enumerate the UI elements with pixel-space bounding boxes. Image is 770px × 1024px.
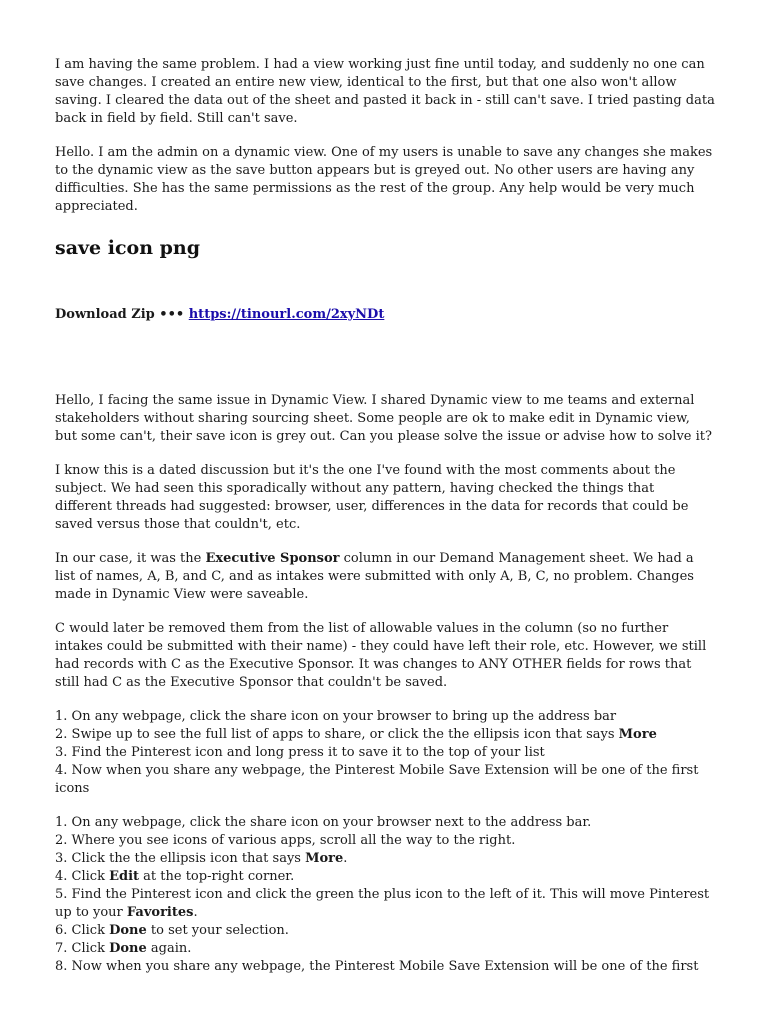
list-item-bold: Edit — [109, 869, 140, 884]
list-item-bold: Done — [109, 923, 147, 938]
list-item: 2. Where you see icons of various apps, scroll all the way to the right. — [55, 833, 516, 848]
executive-sponsor-bold: Executive Sponsor — [205, 551, 340, 566]
list-item-text: 6. Click — [55, 923, 110, 938]
list-item-text: 2. Swipe up to see the full list of apps to share, or click the the ellipsis icon that says — [55, 727, 619, 742]
paragraph-6: C would later be removed them from the list of allowable values in the column (so no further intakes could be submitted with their name) - they could have left their role, etc. However, we still had records with C as the Executive Sponsor. It was changes to ANY OTHER fields for rows that still had C as the Executive Sponsor that couldn't be saved. — [55, 621, 707, 690]
list-item-text: 4. Click — [55, 869, 110, 884]
paragraph-5 — [55, 550, 715, 604]
list-item-bold: Favorites — [126, 905, 194, 920]
paragraph-5-text-a: In our case, it was the — [55, 551, 206, 566]
list-item — [55, 868, 715, 886]
page-heading: save icon png — [55, 237, 201, 259]
list-item-text: . — [343, 851, 348, 866]
list-item-text: again. — [146, 941, 192, 956]
list-item — [55, 886, 715, 922]
list-item-text: . — [193, 905, 198, 920]
list-item: 1. On any webpage, click the share icon on your browser next to the address bar. — [55, 815, 592, 830]
list-item-bold: More — [305, 851, 344, 866]
paragraph-2: Hello. I am the admin on a dynamic view. One of my users is unable to save any changes she makes to the dynamic view as the save button appears but is greyed out. No other users are having any difficulties. She has the same permissions as the rest of the group. Any help would be very much appreciated. — [55, 145, 713, 214]
paragraph-4: I know this is a dated discussion but it's the one I've found with the most comments about the subject. We had seen this sporadically without any pattern, having checked the things that different threads had suggested: browser, user, differences in the data for records that could be saved versus those that couldn't, etc. — [55, 463, 689, 532]
list-item: 8. Now when you share any webpage, the Pinterest Mobile Save Extension will be one of the first — [55, 959, 699, 974]
list-item — [55, 726, 715, 744]
list-item-text: at the top-right corner. — [139, 869, 295, 884]
paragraph-5-text-c: column in our Demand Management sheet. We had a list of names, A, B, and C, and as intakes were submitted with only A, B, C, no problem. Changes made in Dynamic View were saveable. — [55, 551, 694, 602]
download-label: Download Zip ••• — [55, 307, 189, 322]
list-item: 1. On any webpage, click the share icon on your browser to bring up the address bar — [55, 709, 617, 724]
list-item-text: 7. Click — [55, 941, 110, 956]
paragraph-1: I am having the same problem. I had a view working just fine until today, and suddenly no one can save changes. I created an entire new view, identical to the first, but that one also won't allow saving. I cleared the data out of the sheet and pasted it back in - still can't save. I tried pasting data back in field by field. Still can't save. — [55, 57, 715, 126]
download-link[interactable]: https://tinourl.com/2xyNDt — [188, 307, 385, 322]
list-item-bold: Done — [109, 941, 147, 956]
list-item-text: 3. Click the the ellipsis icon that says — [55, 851, 306, 866]
list-item: 4. Now when you share any webpage, the Pinterest Mobile Save Extension will be one of the first icons — [55, 763, 699, 796]
paragraph-3: Hello, I facing the same issue in Dynamic View. I shared Dynamic view to me teams and external stakeholders without sharing sourcing sheet. Some people are ok to make edit in Dynamic view, but some can't, their save icon is grey out. Can you please solve the issue or advise how to solve it? — [55, 393, 712, 444]
steps-list-2 — [55, 814, 715, 976]
list-item: 3. Find the Pinterest icon and long press it to save it to the top of your list — [55, 745, 545, 760]
list-item-bold: More — [618, 727, 657, 742]
list-item-text: to set your selection. — [146, 923, 289, 938]
list-item-text: 5. Find the Pinterest icon and click the green the plus icon to the left of it. This will move Pinterest up to your — [55, 887, 710, 920]
list-item — [55, 850, 715, 868]
download-line — [55, 306, 715, 324]
list-item — [55, 940, 715, 958]
steps-list-1 — [55, 708, 715, 798]
list-item — [55, 922, 715, 940]
document-page — [55, 56, 715, 976]
